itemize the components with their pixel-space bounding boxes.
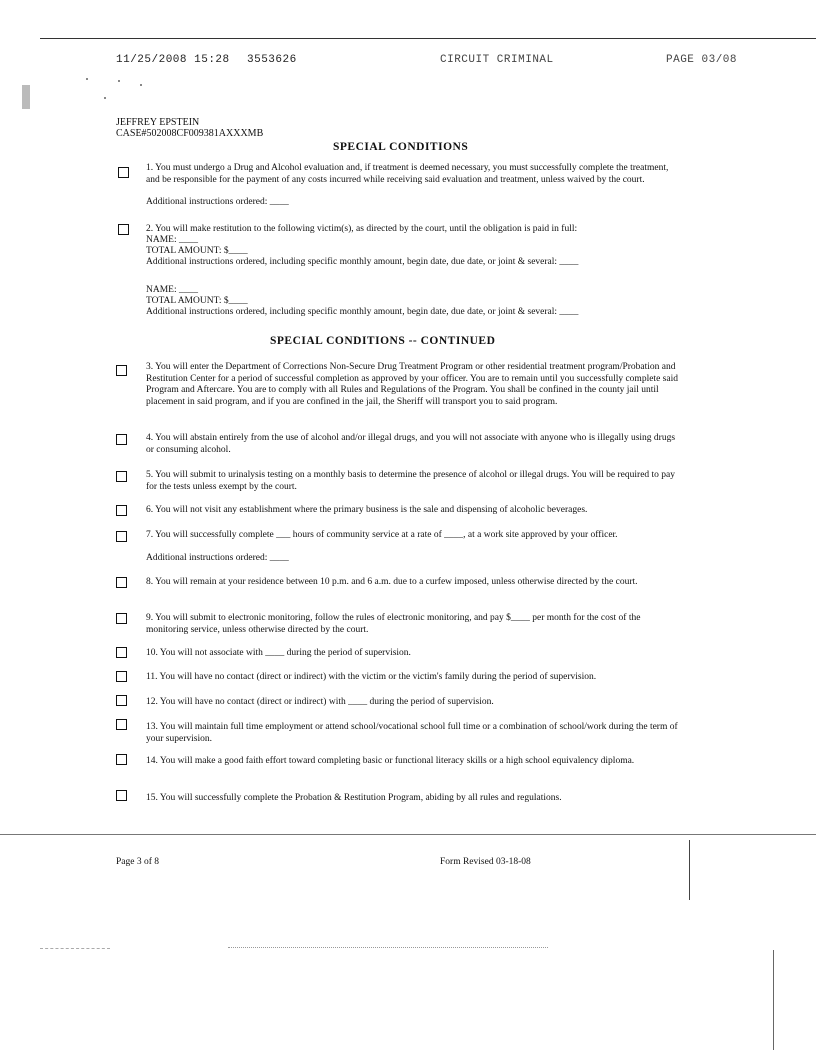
condition-3-checkbox[interactable] <box>116 365 127 376</box>
condition-7-text: 7. You will successfully complete ___ hours of community service at a rate of ____, at a work site approved by your officer. <box>146 530 618 540</box>
condition-7-checkbox[interactable] <box>116 531 127 542</box>
condition-2-text: 2. You will make restitution to the following victim(s), as directed by the court, until the obligation is paid in full: <box>146 224 578 234</box>
condition-6-checkbox[interactable] <box>116 505 127 516</box>
scan-noise-dots <box>228 947 548 948</box>
condition-5-text: 5. You will submit to urinalysis testing on a monthly basis to determine the presence of alcohol or illegal drugs. You will be required to pay for the tests unless exempt by the court. <box>146 470 676 492</box>
scan-artifact-line <box>773 950 774 1050</box>
condition-1-text: 1. You must undergo a Drug and Alcohol evaluation and, if treatment is deemed necessary, you must successfully complete the treatment, and be responsible for the payment of any costs incurred while receiving said evaluation and treatment, unless waived by the court. <box>146 163 669 185</box>
condition-2-instructions-1: Additional instructions ordered, including specific monthly amount, begin date, due date, or joint & several: ____ <box>146 257 579 267</box>
condition-2-amount-1: TOTAL AMOUNT: $____ <box>146 246 248 256</box>
condition-14-checkbox[interactable] <box>116 754 127 765</box>
condition-11-checkbox[interactable] <box>116 671 127 682</box>
condition-7-instructions: Additional instructions ordered: ____ <box>146 553 289 563</box>
condition-14-text: 14. You will make a good faith effort toward completing basic or functional literacy skills or a high school equivalency diploma. <box>146 756 635 766</box>
special-conditions-continued-title: SPECIAL CONDITIONS -- CONTINUED <box>270 335 496 347</box>
condition-2-checkbox[interactable] <box>118 224 129 235</box>
condition-2-name-2: NAME: ____ <box>146 285 198 295</box>
scan-noise <box>86 78 88 80</box>
condition-11-text: 11. You will have no contact (direct or indirect) with the victim or the victim's family during the period of supervision. <box>146 672 597 682</box>
condition-15-checkbox[interactable] <box>116 790 127 801</box>
condition-8-text: 8. You will remain at your residence between 10 p.m. and 6 a.m. due to a curfew imposed, unless otherwise directed by the court. <box>146 577 638 587</box>
fax-page-label: PAGE 03/08 <box>666 54 738 66</box>
scan-noise-dots <box>40 948 110 949</box>
fax-number: 3553626 <box>247 54 297 66</box>
scan-top-edge <box>40 38 816 39</box>
case-number: CASE#502008CF009381AXXXMB <box>116 128 264 139</box>
condition-15-text: 15. You will successfully complete the Probation & Restitution Program, abiding by all rules and regulations. <box>146 793 562 803</box>
scan-noise <box>118 80 120 82</box>
scan-noise <box>104 97 106 99</box>
condition-8-checkbox[interactable] <box>116 577 127 588</box>
condition-10-checkbox[interactable] <box>116 647 127 658</box>
special-conditions-title: SPECIAL CONDITIONS <box>333 141 469 153</box>
condition-3-text: 3. You will enter the Department of Corrections Non-Secure Drug Treatment Program or other residential treatment program/Probation and Restitution Center for a period of successful completion as approved by your officer. You are to remain until you successfully complete said Program and Aftercare. You are to comply with all Rules and Regulations of the Program. You shall be confined in the county jail until placement in said program, and if you are confined in the jail, the Sheriff will transport you to said program. <box>146 362 678 407</box>
defendant-name: JEFFREY EPSTEIN <box>116 117 200 128</box>
condition-2-name-1: NAME: ____ <box>146 235 198 245</box>
condition-2-instructions-2: Additional instructions ordered, including specific monthly amount, begin date, due date, or joint & several: ____ <box>146 307 579 317</box>
scan-artifact-line <box>689 840 690 900</box>
condition-1-instructions: Additional instructions ordered: ____ <box>146 197 289 207</box>
condition-1-checkbox[interactable] <box>118 167 129 178</box>
condition-4-checkbox[interactable] <box>116 434 127 445</box>
fax-date-time: 11/25/2008 15:28 <box>116 54 230 66</box>
condition-9-text: 9. You will submit to electronic monitoring, follow the rules of electronic monitoring, and pay $____ per month for the cost of the monitoring service, unless otherwise directed by the court. <box>146 613 641 635</box>
scan-noise <box>140 84 142 86</box>
fax-department: CIRCUIT CRIMINAL <box>440 54 554 66</box>
condition-13-text: 13. You will maintain full time employment or attend school/vocational school full time or a combination of school/work during the term of your supervision. <box>146 722 678 744</box>
condition-9-checkbox[interactable] <box>116 613 127 624</box>
condition-4-text: 4. You will abstain entirely from the use of alcohol and/or illegal drugs, and you will not associate with anyone who is illegally using drugs or consuming alcohol. <box>146 433 676 455</box>
condition-12-checkbox[interactable] <box>116 695 127 706</box>
condition-12-text: 12. You will have no contact (direct or indirect) with ____ during the period of supervision. <box>146 697 494 707</box>
condition-5-checkbox[interactable] <box>116 471 127 482</box>
footer-form-revised: Form Revised 03-18-08 <box>440 857 531 867</box>
condition-10-text: 10. You will not associate with ____ during the period of supervision. <box>146 648 411 658</box>
condition-13-checkbox[interactable] <box>116 719 127 730</box>
footer-separator <box>0 834 816 835</box>
condition-2-amount-2: TOTAL AMOUNT: $____ <box>146 296 248 306</box>
condition-6-text: 6. You will not visit any establishment where the primary business is the sale and dispensing of alcoholic beverages. <box>146 505 588 515</box>
scan-noise <box>22 85 30 109</box>
footer-page-number: Page 3 of 8 <box>116 857 160 867</box>
